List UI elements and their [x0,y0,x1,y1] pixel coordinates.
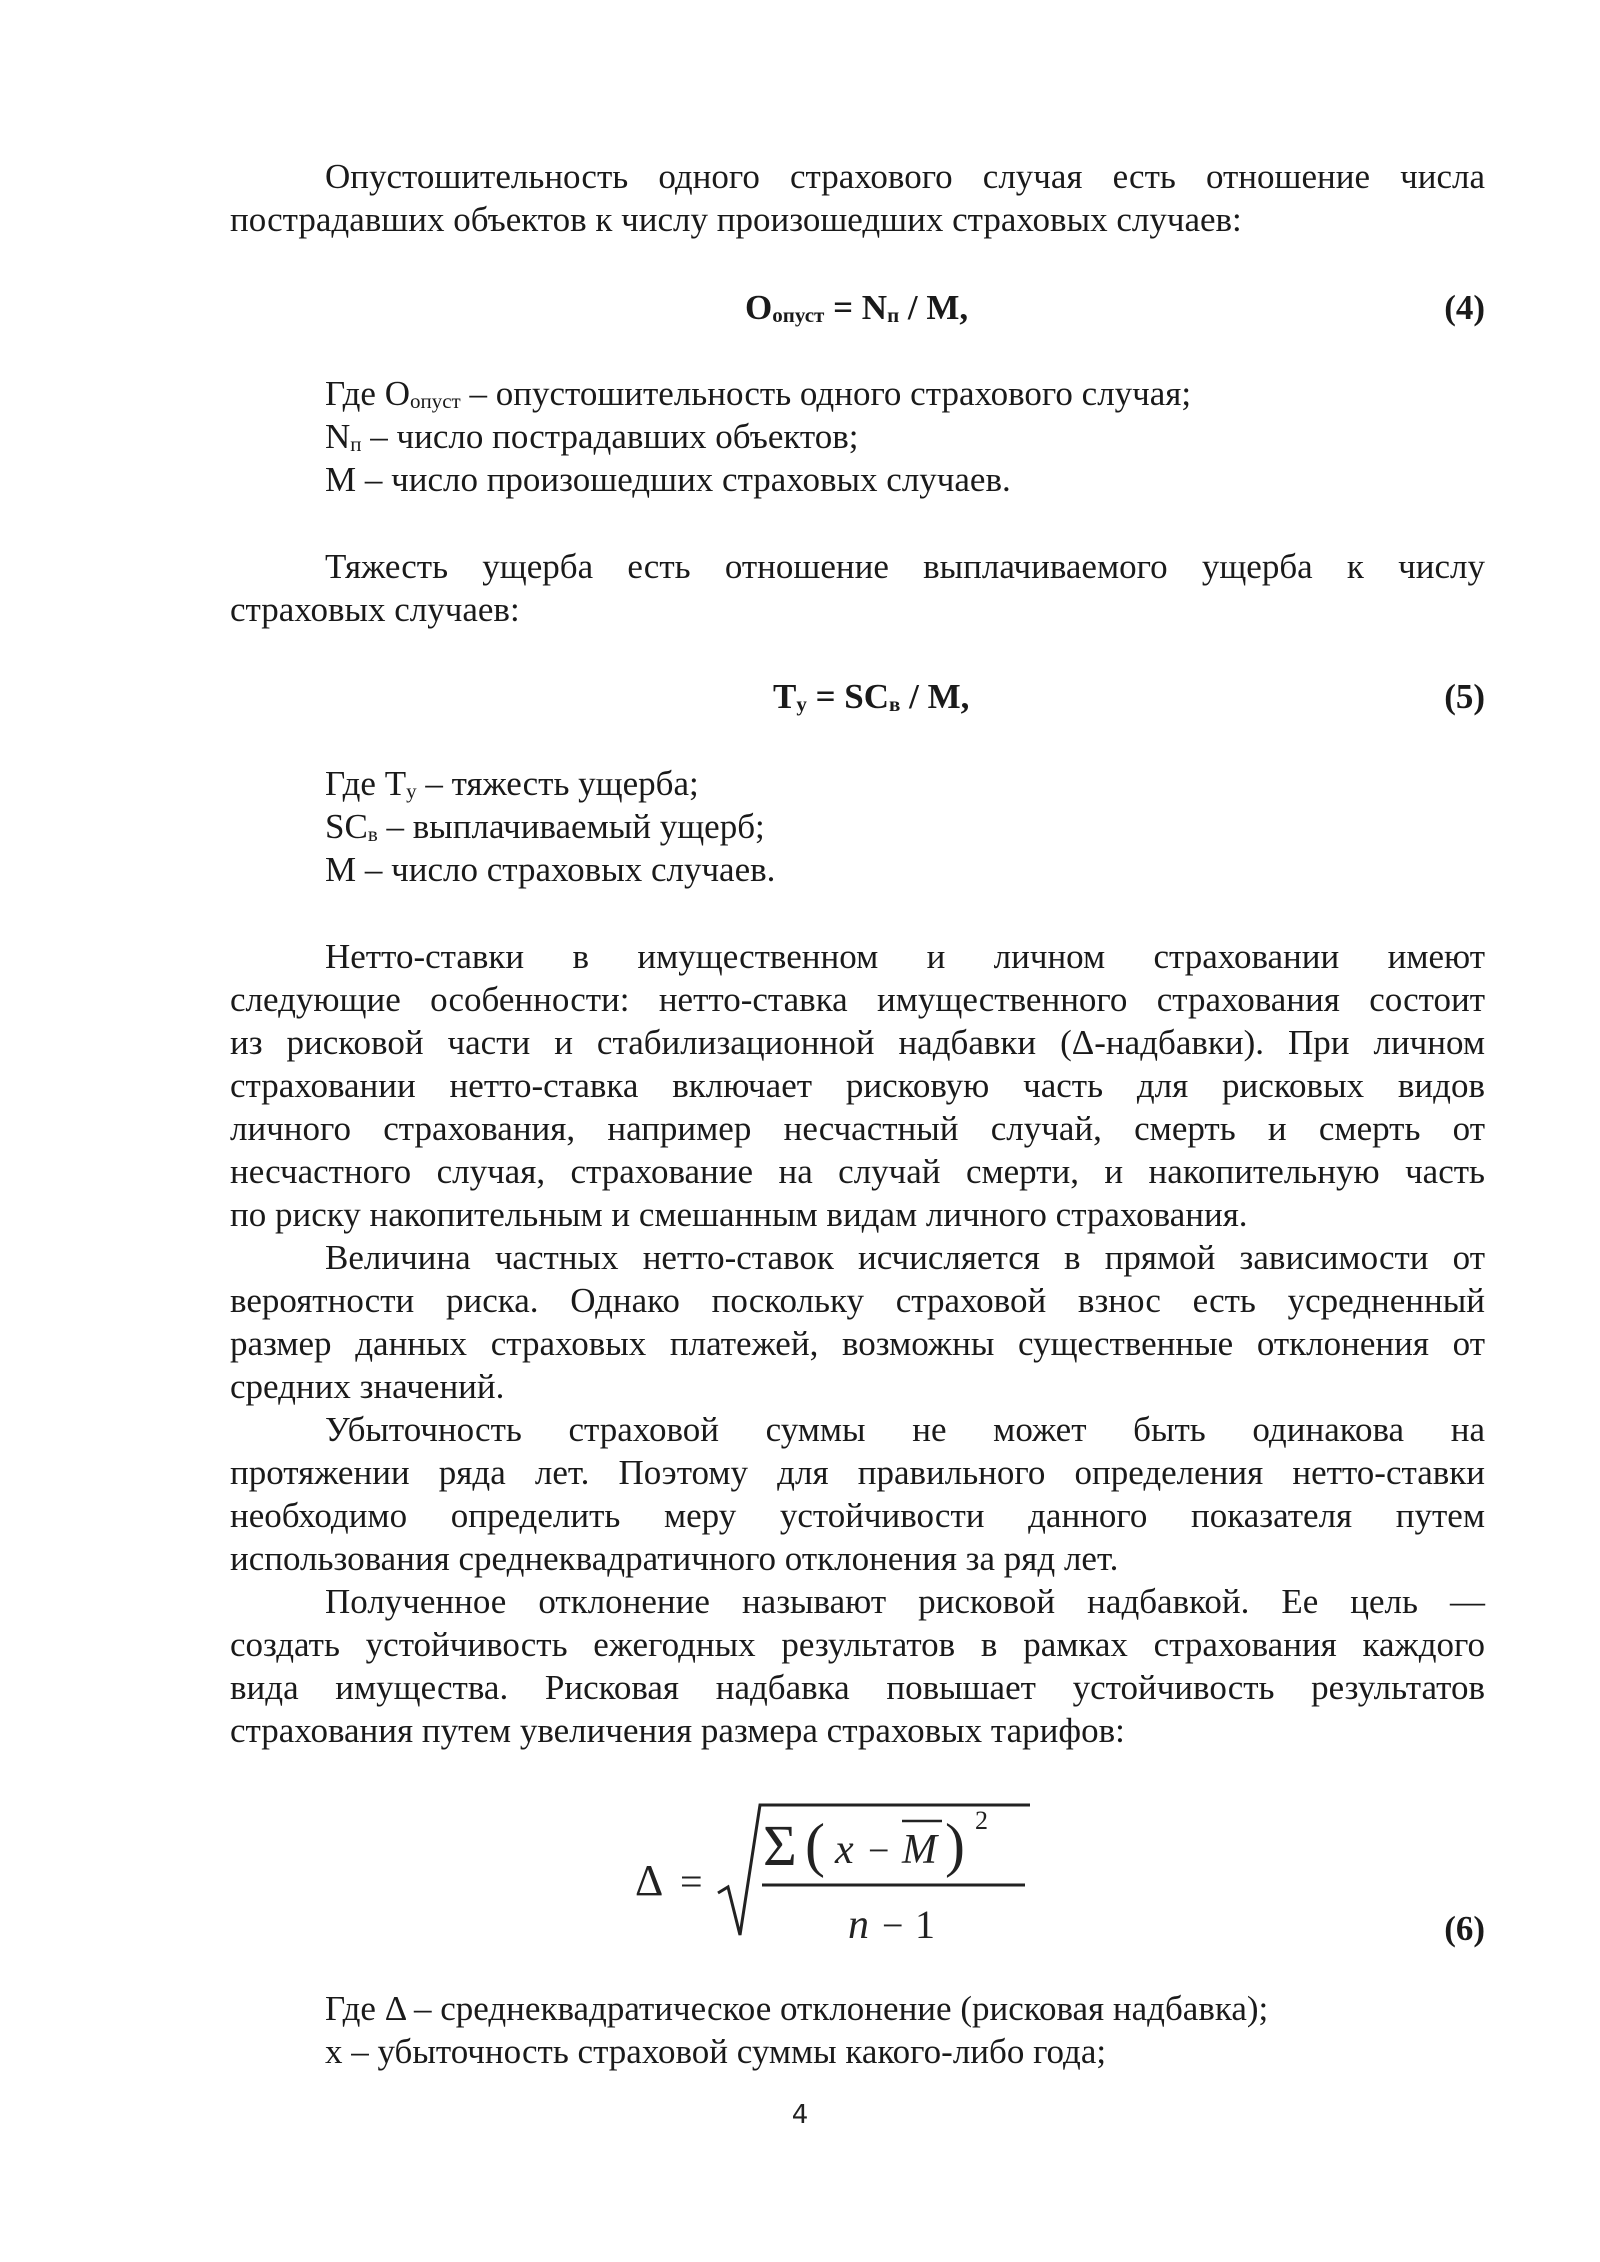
formula-5: $Т_у = SC_в / M$, [773,677,970,716]
paragraph-line: страхования путем увеличения размера страховых тарифов: [230,1711,1125,1750]
paragraph-line: Тяжесть ущерба есть отношение выплачиваемого ущерба к числу [325,547,1485,586]
left-paren: ( [805,1812,825,1878]
paragraph-line: средних значений. [230,1367,505,1406]
var-n: n [848,1902,869,1948]
formula-6 [630,1795,1050,1970]
right-paren: ) [945,1812,965,1878]
var-m: M [902,1827,937,1873]
definition-line: Где Δ – среднеквадратическое отклонение (рисковая надбавка); [325,1989,1269,2028]
exponent: 2 [975,1806,988,1835]
paragraph-line: пострадавших объектов к числу произошедших страховых случаев: [230,200,1242,239]
definition-line: x – убыточность страховой суммы какого-либо года; [325,2032,1107,2071]
std-deviation-formula [630,1795,1050,1970]
definition-line: M – число произошедших страховых случаев. [325,460,1011,499]
paragraph-line: Величина частных нетто-ставок исчисляется в прямой зависимости от [325,1238,1485,1277]
definition-line: M – число страховых случаев. [325,850,776,889]
paragraph-line: Полученное отклонение называют рисковой надбавкой. Ее цель — [325,1582,1485,1621]
paragraph-line: протяжении ряда лет. Поэтому для правильного определения нетто-ставки [230,1453,1485,1492]
minus-sign: − [868,1830,890,1872]
paragraph-line: из рисковой части и стабилизационной надбавки (Δ-надбавки). При личном [230,1023,1485,1062]
delta-symbol: Δ [635,1856,664,1905]
paragraph-line: личного страхования, например несчастный случай, смерть и смерть от [230,1109,1485,1148]
definition-line: $SC_в$ – выплачиваемый ущерб; [325,807,765,846]
formula-number: (5) [1444,677,1485,716]
paragraph-line: создать устойчивость ежегодных результатов в рамках страхования каждого [230,1625,1485,1664]
minus-sign: − [882,1905,904,1947]
page-number: 4 [791,2100,809,2130]
paragraph-line: несчастного случая, страхование на случай смерти, и накопительную часть [230,1152,1485,1191]
paragraph-line: вероятности риска. Однако поскольку страховой взнос есть усредненный [230,1281,1485,1320]
paragraph-line: страховании нетто-ставка включает рисковую часть для рисковых видов [230,1066,1485,1105]
paragraph-line: Нетто-ставки в имущественном и личном страховании имеют [325,937,1485,976]
var-x: x [835,1827,854,1873]
formula-number: (6) [1444,1909,1485,1948]
definition-line: Где $Т_у$ – тяжесть ущерба; [325,764,699,803]
paragraph-line: необходимо определить меру устойчивости данного показателя путем [230,1496,1485,1535]
definition-line: $N_п$ – число пострадавших объектов; [325,417,859,456]
formula-number: (4) [1444,288,1485,327]
paragraph-line: Опустошительность одного страхового случая есть отношение числа [325,157,1485,196]
definition-line: Где $O_{опуст}$ – опустошительность одного страхового случая; [325,374,1192,413]
equals-sign: = [680,1859,703,1904]
paragraph-line: размер данных страховых платежей, возможны существенные отклонения от [230,1324,1485,1363]
paragraph-line: Убыточность страховой суммы не может быть одинакова на [325,1410,1485,1449]
sum-symbol: Σ [763,1813,797,1878]
paragraph-line: страховых случаев: [230,590,520,629]
paragraph-line: использования среднеквадратичного отклонения за ряд лет. [230,1539,1119,1578]
paragraph-line: по риску накопительным и смешанным видам личного страхования. [230,1195,1248,1234]
paragraph-line: следующие особенности: нетто-ставка имущественного страхования состоит [230,980,1485,1019]
paragraph-line: вида имущества. Рисковая надбавка повышает устойчивость результатов [230,1668,1485,1707]
formula-4: $O_{опуст} = N_п / M$, [745,288,969,327]
digit-one: 1 [915,1902,935,1947]
